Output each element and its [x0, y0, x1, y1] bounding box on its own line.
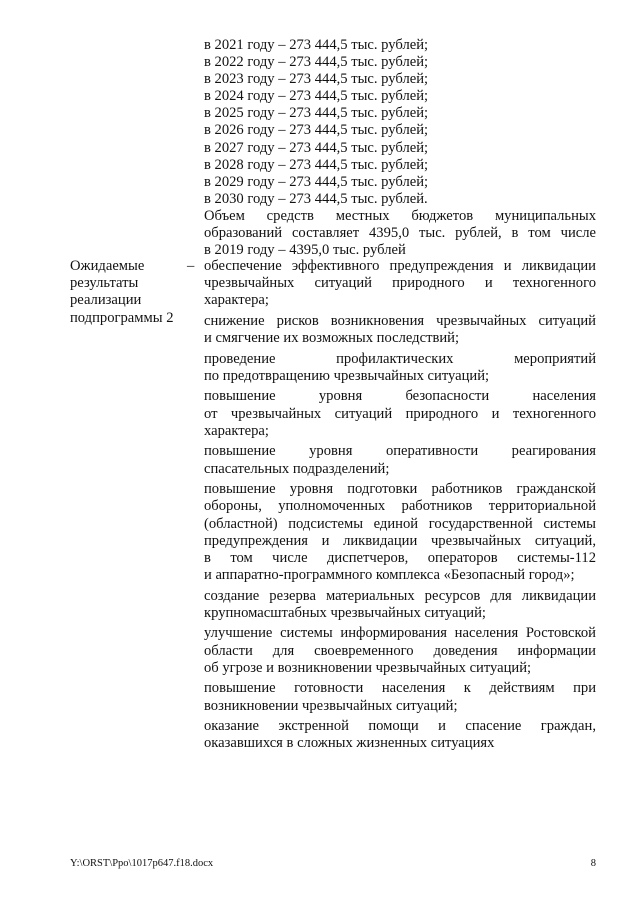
result-line: обороны, уполномоченных работников территориальной	[204, 498, 596, 515]
funding-year-line: в 2029 году – 273 444,5 тыс. рублей;	[204, 173, 429, 190]
result-item	[204, 351, 596, 385]
funding-year-line: в 2023 году – 273 444,5 тыс. рублей;	[204, 71, 429, 88]
result-item	[204, 481, 596, 584]
result-line: и аппаратно-программного комплекса «Безопасный город»;	[204, 567, 575, 584]
funding-year-line: в 2024 году – 273 444,5 тыс. рублей;	[204, 88, 429, 105]
funding-year-line: в 2028 году – 273 444,5 тыс. рублей;	[204, 156, 429, 173]
result-item	[204, 718, 596, 752]
result-item	[204, 625, 596, 677]
funding-year-line: в 2021 году – 273 444,5 тыс. рублей;	[204, 37, 429, 53]
result-item	[204, 313, 596, 347]
result-line: оказание экстренной помощи и спасение граждан,	[204, 718, 596, 735]
result-line: спасательных подразделений;	[204, 460, 390, 477]
result-line: повышение готовности населения к действиям при	[204, 680, 596, 697]
label-dash: –	[187, 258, 195, 274]
result-line: крупномасштабных чрезвычайных ситуаций;	[204, 604, 486, 621]
result-line: от чрезвычайных ситуаций природного и техногенного	[204, 405, 596, 422]
funding-year-line: в 2027 году – 273 444,5 тыс. рублей;	[204, 139, 429, 156]
result-item	[204, 588, 596, 622]
expected-results-list	[204, 258, 596, 756]
result-line: (областной) подсистемы единой государственной системы	[204, 515, 596, 532]
expected-results-label: Ожидаемые результаты реализации подпрограммы 2	[70, 258, 174, 326]
result-line: повышение уровня безопасности населения	[204, 388, 596, 405]
page-number: 8	[590, 858, 596, 869]
funding-year-line: в 2025 году – 273 444,5 тыс. рублей;	[204, 105, 429, 122]
result-line: создание резерва материальных ресурсов для ликвидации	[204, 587, 596, 604]
result-line: и смягчение их возможных последствий;	[204, 330, 460, 347]
local-budget-line: Объем средств местных бюджетов муниципальных	[204, 207, 596, 224]
result-line: возникновении чрезвычайных ситуаций;	[204, 697, 458, 714]
result-item	[204, 388, 596, 440]
result-line: повышение уровня оперативности реагирования	[204, 443, 596, 460]
result-item	[204, 443, 596, 477]
result-line: предупреждения и ликвидации чрезвычайных ситуаций,	[204, 532, 596, 549]
result-item	[204, 680, 596, 714]
result-line: улучшение системы информирования населения Ростовской	[204, 625, 596, 642]
result-line: об угрозе и возникновении чрезвычайных ситуаций;	[204, 659, 532, 676]
result-line: чрезвычайных ситуаций природного и техногенного	[204, 275, 596, 292]
result-item	[204, 258, 596, 310]
funding-year-line: в 2022 году – 273 444,5 тыс. рублей;	[204, 54, 429, 71]
file-path: Y:\ORST\Ppo\1017p647.f18.docx	[70, 858, 214, 869]
result-line: снижение рисков возникновения чрезвычайных ситуаций	[204, 312, 596, 329]
result-line: повышение уровня подготовки работников гражданской	[204, 481, 596, 498]
funding-year-line: в 2026 году – 273 444,5 тыс. рублей;	[204, 122, 429, 139]
result-line: характера;	[204, 422, 269, 439]
local-budget-line: в 2019 году – 4395,0 тыс. рублей	[204, 242, 406, 259]
result-line: в том числе диспетчеров, операторов системы-112	[204, 549, 596, 566]
result-line: области для своевременного доведения информации	[204, 642, 596, 659]
result-line: проведение профилактических мероприятий	[204, 350, 596, 367]
funding-section	[204, 37, 596, 259]
result-line: оказавшихся в сложных жизненных ситуациях	[204, 735, 495, 752]
result-line: по предотвращению чрезвычайных ситуаций;	[204, 367, 490, 384]
local-budget-line: образований составляет 4395,0 тыс. рублей, в том числе	[204, 225, 596, 242]
result-line: обеспечение эффективного предупреждения и ликвидации	[204, 258, 596, 274]
result-line: характера;	[204, 292, 269, 309]
funding-year-line: в 2030 году – 273 444,5 тыс. рублей.	[204, 190, 428, 207]
